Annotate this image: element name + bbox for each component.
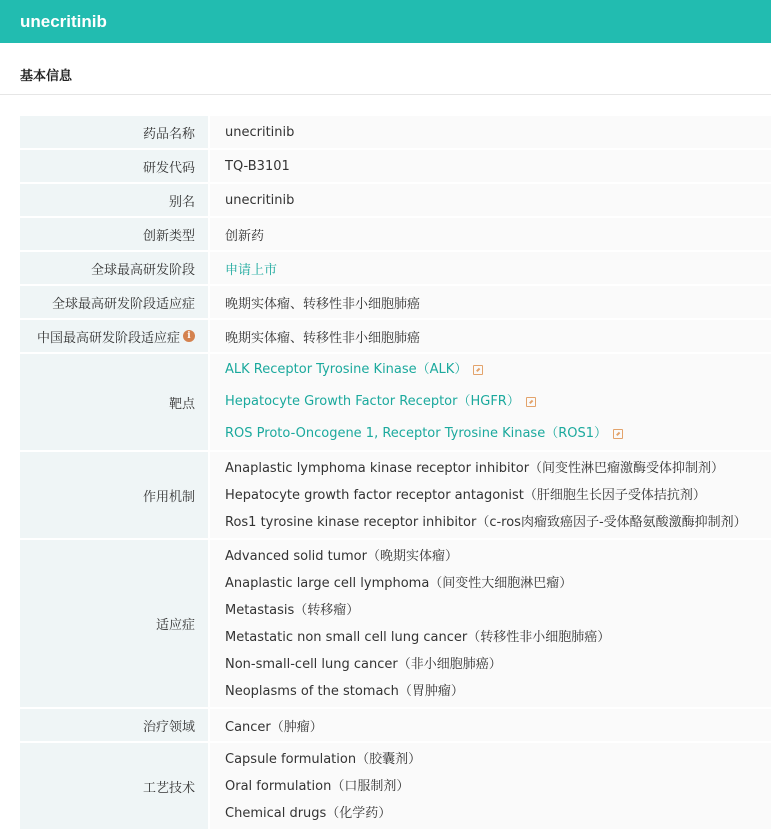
global-stage-value [210, 252, 771, 284]
indication-item: Metastatic non small cell lung cancer（转移性非小细胞肺癌） [225, 629, 611, 645]
china-indication-label-text: 中国最高研发阶段适应症 [36, 330, 180, 346]
row-innovation-type [20, 218, 771, 252]
target-link[interactable]: ROS Proto-Oncogene 1, Receptor Tyrosine Kinase（ROS1） [225, 426, 607, 441]
innovation-type-label: 创新类型 [20, 218, 210, 250]
dev-code-value [210, 150, 771, 182]
technology-item: Chemical drugs（化学药） [225, 805, 392, 821]
mechanism-label: 作用机制 [20, 452, 210, 538]
indication-item: Non-small-cell lung cancer（非小细胞肺癌） [225, 656, 502, 672]
global-indication-text: 晚期实体瘤、转移性非小细胞肺癌 [225, 296, 421, 312]
row-mechanism [20, 452, 771, 540]
row-therapeutic-area [20, 709, 771, 743]
therapeutic-area-text: Cancer（肿瘤） [225, 719, 323, 735]
row-dev-code [20, 150, 771, 184]
innovation-type-value [210, 218, 771, 250]
section-title-text: 基本信息 [20, 69, 73, 84]
alias-value [210, 184, 771, 216]
row-technology [20, 743, 771, 831]
china-indication-value [210, 320, 771, 352]
china-indication-text: 晚期实体瘤、转移性非小细胞肺癌 [225, 330, 421, 346]
row-global-stage [20, 252, 771, 286]
mechanism-item: Anaplastic lymphoma kinase receptor inhibitor（间变性淋巴瘤激酶受体抑制剂） [225, 460, 725, 476]
indication-item: Anaplastic large cell lymphoma（间变性大细胞淋巴瘤） [225, 575, 573, 591]
row-china-indication [20, 320, 771, 354]
technology-value [210, 743, 771, 829]
external-link-icon[interactable] [613, 429, 623, 439]
drug-title-bar [0, 0, 771, 43]
info-icon[interactable]: i [183, 330, 195, 342]
indication-item: Advanced solid tumor（晚期实体瘤） [225, 548, 458, 564]
target-item [225, 418, 771, 450]
mechanism-item: Hepatocyte growth factor receptor antagonist（肝细胞生长因子受体拮抗剂） [225, 487, 706, 503]
external-link-icon[interactable] [473, 365, 483, 375]
alias-text: unecritinib [225, 192, 295, 208]
row-indications [20, 540, 771, 709]
global-stage-label: 全球最高研发阶段 [20, 252, 210, 284]
drug-name-value [210, 116, 771, 148]
section-title [0, 43, 771, 95]
global-indication-label: 全球最高研发阶段适应症 [20, 286, 210, 318]
indication-item: Metastasis（转移瘤） [225, 602, 360, 618]
therapeutic-area-label: 治疗领域 [20, 709, 210, 741]
basic-info-table [20, 116, 771, 831]
row-global-indication [20, 286, 771, 320]
targets-label: 靶点 [20, 354, 210, 450]
external-link-icon[interactable] [526, 397, 536, 407]
drug-name-text: unecritinib [225, 124, 295, 140]
target-link[interactable]: Hepatocyte Growth Factor Receptor（HGFR） [225, 394, 520, 409]
indication-item: Neoplasms of the stomach（胃肿瘤） [225, 683, 464, 699]
target-link[interactable]: ALK Receptor Tyrosine Kinase（ALK） [225, 362, 468, 377]
therapeutic-area-value [210, 709, 771, 741]
technology-item: Capsule formulation（胶囊剂） [225, 751, 422, 767]
target-item [225, 354, 771, 386]
mechanism-item: Ros1 tyrosine kinase receptor inhibitor（c-ros肉瘤致癌因子-受体酪氨酸激酶抑制剂） [225, 514, 747, 530]
target-item [225, 386, 771, 418]
indications-value [210, 540, 771, 707]
row-alias [20, 184, 771, 218]
indications-label: 适应症 [20, 540, 210, 707]
row-drug-name [20, 116, 771, 150]
row-targets [20, 354, 771, 452]
technology-label: 工艺技术 [20, 743, 210, 829]
targets-value [210, 354, 771, 450]
innovation-type-text: 创新药 [225, 228, 265, 244]
global-stage-link[interactable]: 申请上市 [225, 262, 278, 278]
drug-title: unecritinib [20, 12, 107, 31]
mechanism-value [210, 452, 771, 538]
drug-name-label: 药品名称 [20, 116, 210, 148]
dev-code-label: 研发代码 [20, 150, 210, 182]
technology-item: Oral formulation（口服制剂） [225, 778, 410, 794]
global-indication-value [210, 286, 771, 318]
dev-code-text: TQ-B3101 [225, 158, 290, 174]
alias-label: 别名 [20, 184, 210, 216]
china-indication-label [20, 320, 210, 352]
